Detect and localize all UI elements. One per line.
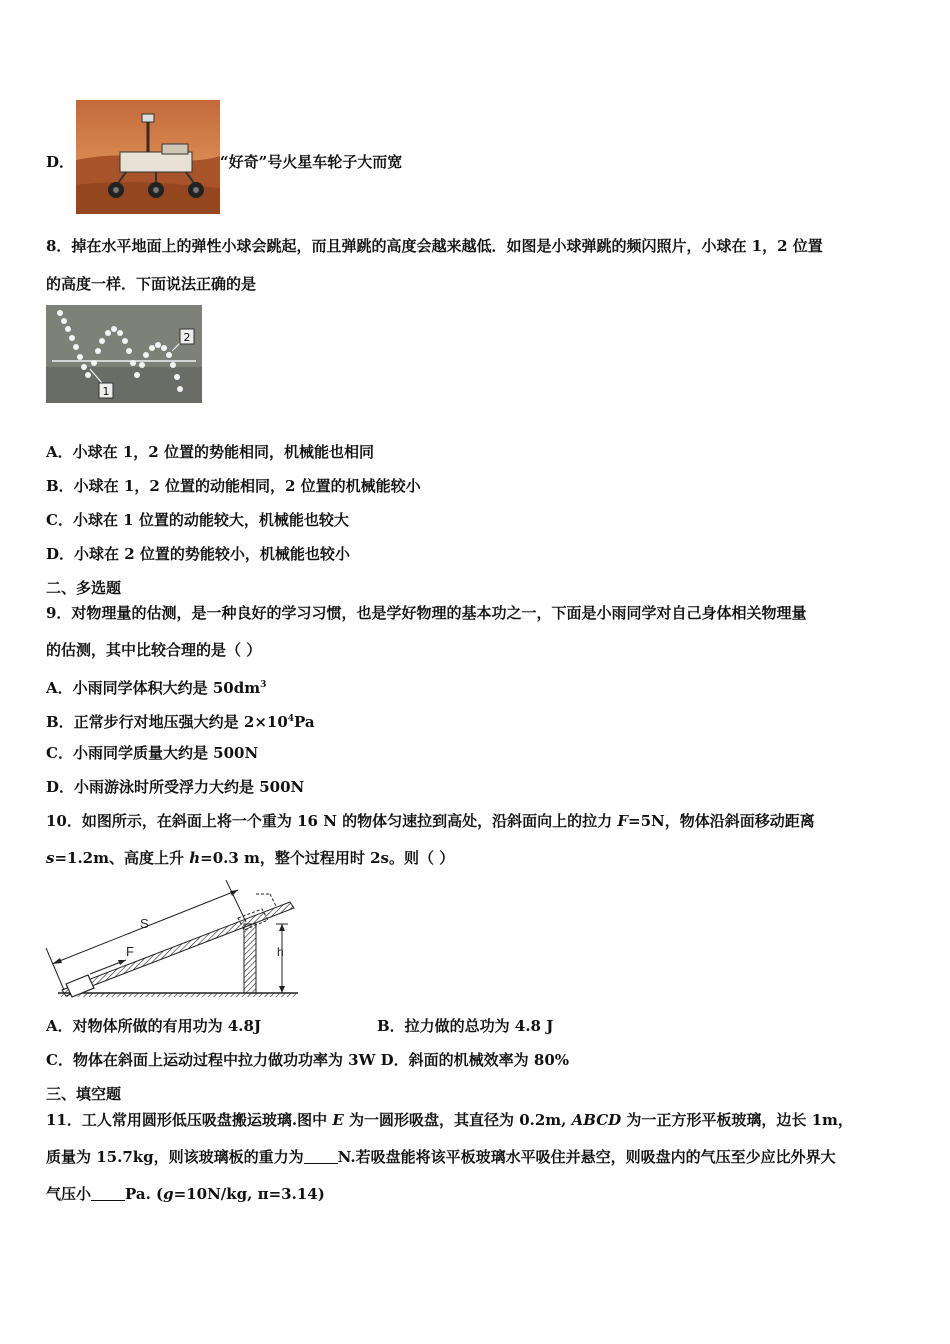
q9-stem-line1: 9．对物理量的估测，是一种良好的学习习惯，也是学好物理的基本功之一，下面是小雨同学对自己身体相关物理量 — [46, 604, 807, 622]
q7-option-d-text: “好奇”号火星车轮子大而宽 — [220, 153, 403, 171]
answer-blank-2[interactable] — [91, 1186, 125, 1201]
q8-stem-line1: 8．掉在水平地面上的弹性小球会跳起，而且弹跳的高度会越来越低．如图是小球弹跳的频闪照片，小球在 1，2 位置 — [46, 237, 823, 255]
q9-option-d: D．小雨游泳时所受浮力大约是 500N — [46, 778, 305, 796]
q7-option-d-label: D． — [46, 153, 75, 171]
q9-option-b: B．正常步行对地压强大约是 $2\times 10^4Pa$ — [46, 713, 315, 731]
q9-option-c: C．小雨同学质量大约是 500N — [46, 744, 259, 762]
diagram-label-h: h — [277, 945, 284, 959]
q8-option-b: B．小球在 1，2 位置的动能相同，2 位置的机械能较小 — [46, 477, 421, 495]
q11-line1: 11．工人常用圆形低压吸盘搬运玻璃.图中 E 为一圆形吸盘，其直径为 0.2m, ABCD 为一正方形平板玻璃，边长 1m， — [46, 1111, 853, 1129]
q11-line3: 气压小 Pa. (g=10N/kg, π=3.14) — [46, 1185, 325, 1203]
q9-stem-line2: 的估测，其中比较合理的是（ ） — [46, 641, 262, 659]
incline-diagram — [40, 876, 302, 1002]
answer-blank-1[interactable] — [304, 1149, 338, 1164]
q10-stem-line2: s=1.2m、高度上升 h=0.3 m，整个过程用时 2s。则（ ） — [46, 849, 455, 867]
section-heading-multi-choice: 二、多选题 — [46, 579, 122, 597]
q8-option-d: D．小球在 2 位置的势能较小，机械能也较小 — [46, 545, 350, 563]
ball-label-2: 2 — [183, 331, 191, 344]
q10-option-a: A．对物体所做的有用功为 4.8J — [46, 1017, 262, 1035]
q8-option-c: C．小球在 1 位置的动能较大，机械能也较大 — [46, 511, 349, 529]
q10-option-b: B．拉力做的总功为 4.8 J — [377, 1017, 554, 1035]
diagram-label-s: S — [140, 916, 149, 931]
mars-rover-image — [76, 100, 220, 214]
q11-line2: 质量为 15.7kg，则该玻璃板的重力为 N.若吸盘能将该平板玻璃水平吸住并悬空，则吸盘内的气压至少应比外界大 — [46, 1148, 836, 1166]
q9-option-a: A．小雨同学体积大约是 $50dm^3$ — [46, 679, 267, 697]
q10-option-cd: C．物体在斜面上运动过程中拉力做功功率为 3W D．斜面的机械效率为 80% — [46, 1051, 570, 1069]
q10-stem-line1: 10．如图所示，在斜面上将一个重为 16 N 的物体匀速拉到高处，沿斜面向上的拉力 F=5N，物体沿斜面移动距离 — [46, 812, 815, 830]
bouncing-ball-photo — [46, 305, 202, 403]
ball-label-1: 1 — [102, 385, 110, 398]
diagram-label-f: F — [126, 944, 134, 959]
section-heading-fill-in: 三、填空题 — [46, 1085, 122, 1103]
q8-option-a: A．小球在 1，2 位置的势能相同，机械能也相同 — [46, 443, 374, 461]
q8-stem-line2: 的高度一样．下面说法正确的是 — [46, 275, 257, 293]
